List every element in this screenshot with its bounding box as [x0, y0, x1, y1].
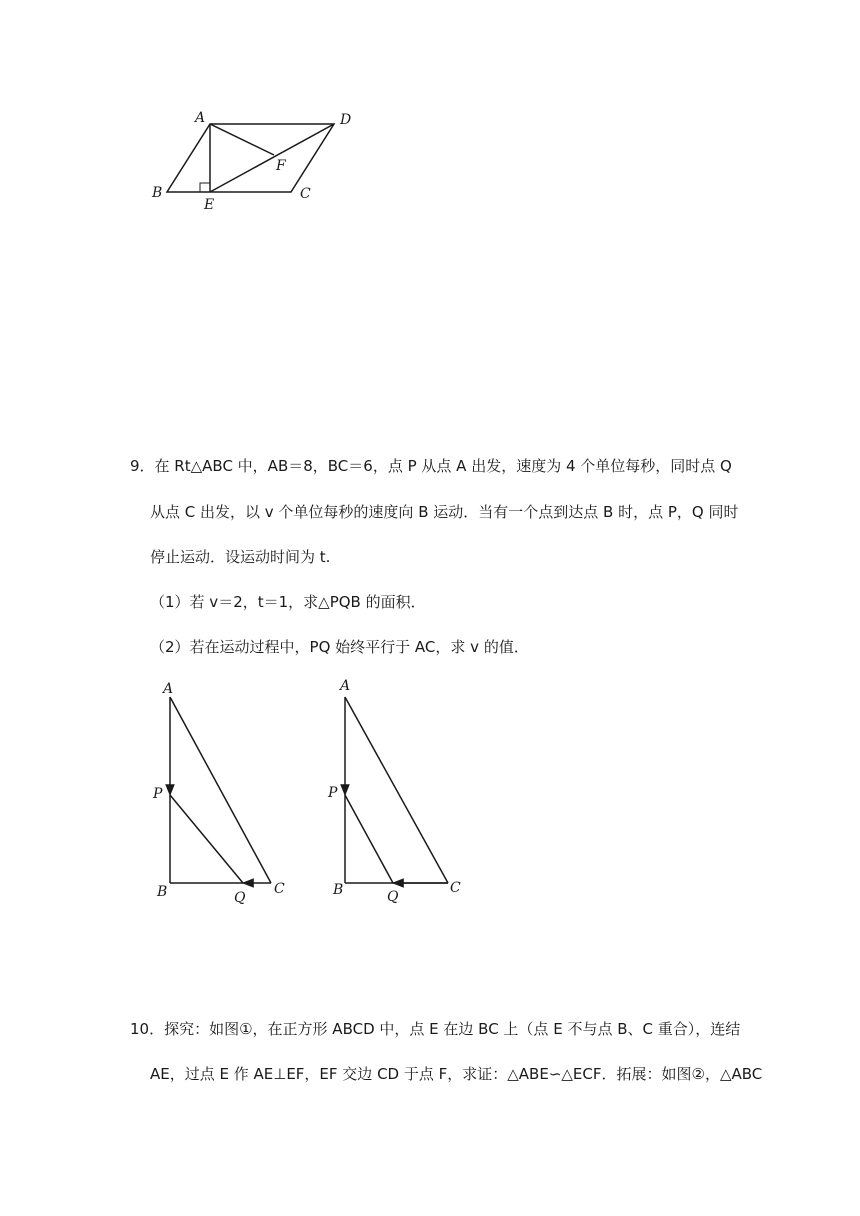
left-label-Q: Q — [234, 890, 246, 906]
left-label-A: A — [163, 681, 174, 697]
label-F: F — [276, 158, 286, 174]
problem9-line2: 从点 C 出发，以 v 个单位每秒的速度向 B 运动．当有一个点到达点 B 时，点 P，Q 同时 — [150, 503, 739, 521]
label-E: E — [204, 197, 215, 213]
left-label-C: C — [274, 881, 285, 897]
triangle-left — [170, 697, 271, 883]
problem9-part1: （1）若 v＝2，t＝1，求△PQB 的面积． — [150, 593, 426, 611]
label-A: A — [195, 110, 206, 126]
right-label-A: A — [340, 678, 351, 694]
right-label-C: C — [450, 880, 461, 896]
label-D: D — [340, 112, 352, 128]
problem9-part2: （2）若在运动过程中，PQ 始终平行于 AC，求 v 的值． — [150, 638, 529, 656]
right-label-P: P — [328, 785, 338, 801]
right-label-B: B — [333, 882, 344, 898]
problem9-line3: 停止运动．设运动时间为 t. — [150, 548, 331, 566]
problem10-line2: AE，过点 E 作 AE⊥EF，EF 交边 CD 于点 F，求证：△ABE∽△ECF．拓展：如图②，△ABC — [150, 1065, 763, 1083]
label-B: B — [152, 185, 163, 201]
left-label-B: B — [157, 884, 168, 900]
problem10-line1: 10．探究：如图①，在正方形 ABCD 中，点 E 在边 BC 上（点 E 不与点 B、C 重合），连结 — [130, 1020, 741, 1038]
left-label-P: P — [153, 786, 163, 802]
triangle-right — [345, 697, 448, 883]
label-C: C — [300, 186, 311, 202]
problem9-line1: 9．在 Rt△ABC 中，AB＝8，BC＝6，点 P 从点 A 出发，速度为 4 个单位每秒，同时点 Q — [130, 457, 732, 475]
right-label-Q: Q — [387, 889, 399, 905]
